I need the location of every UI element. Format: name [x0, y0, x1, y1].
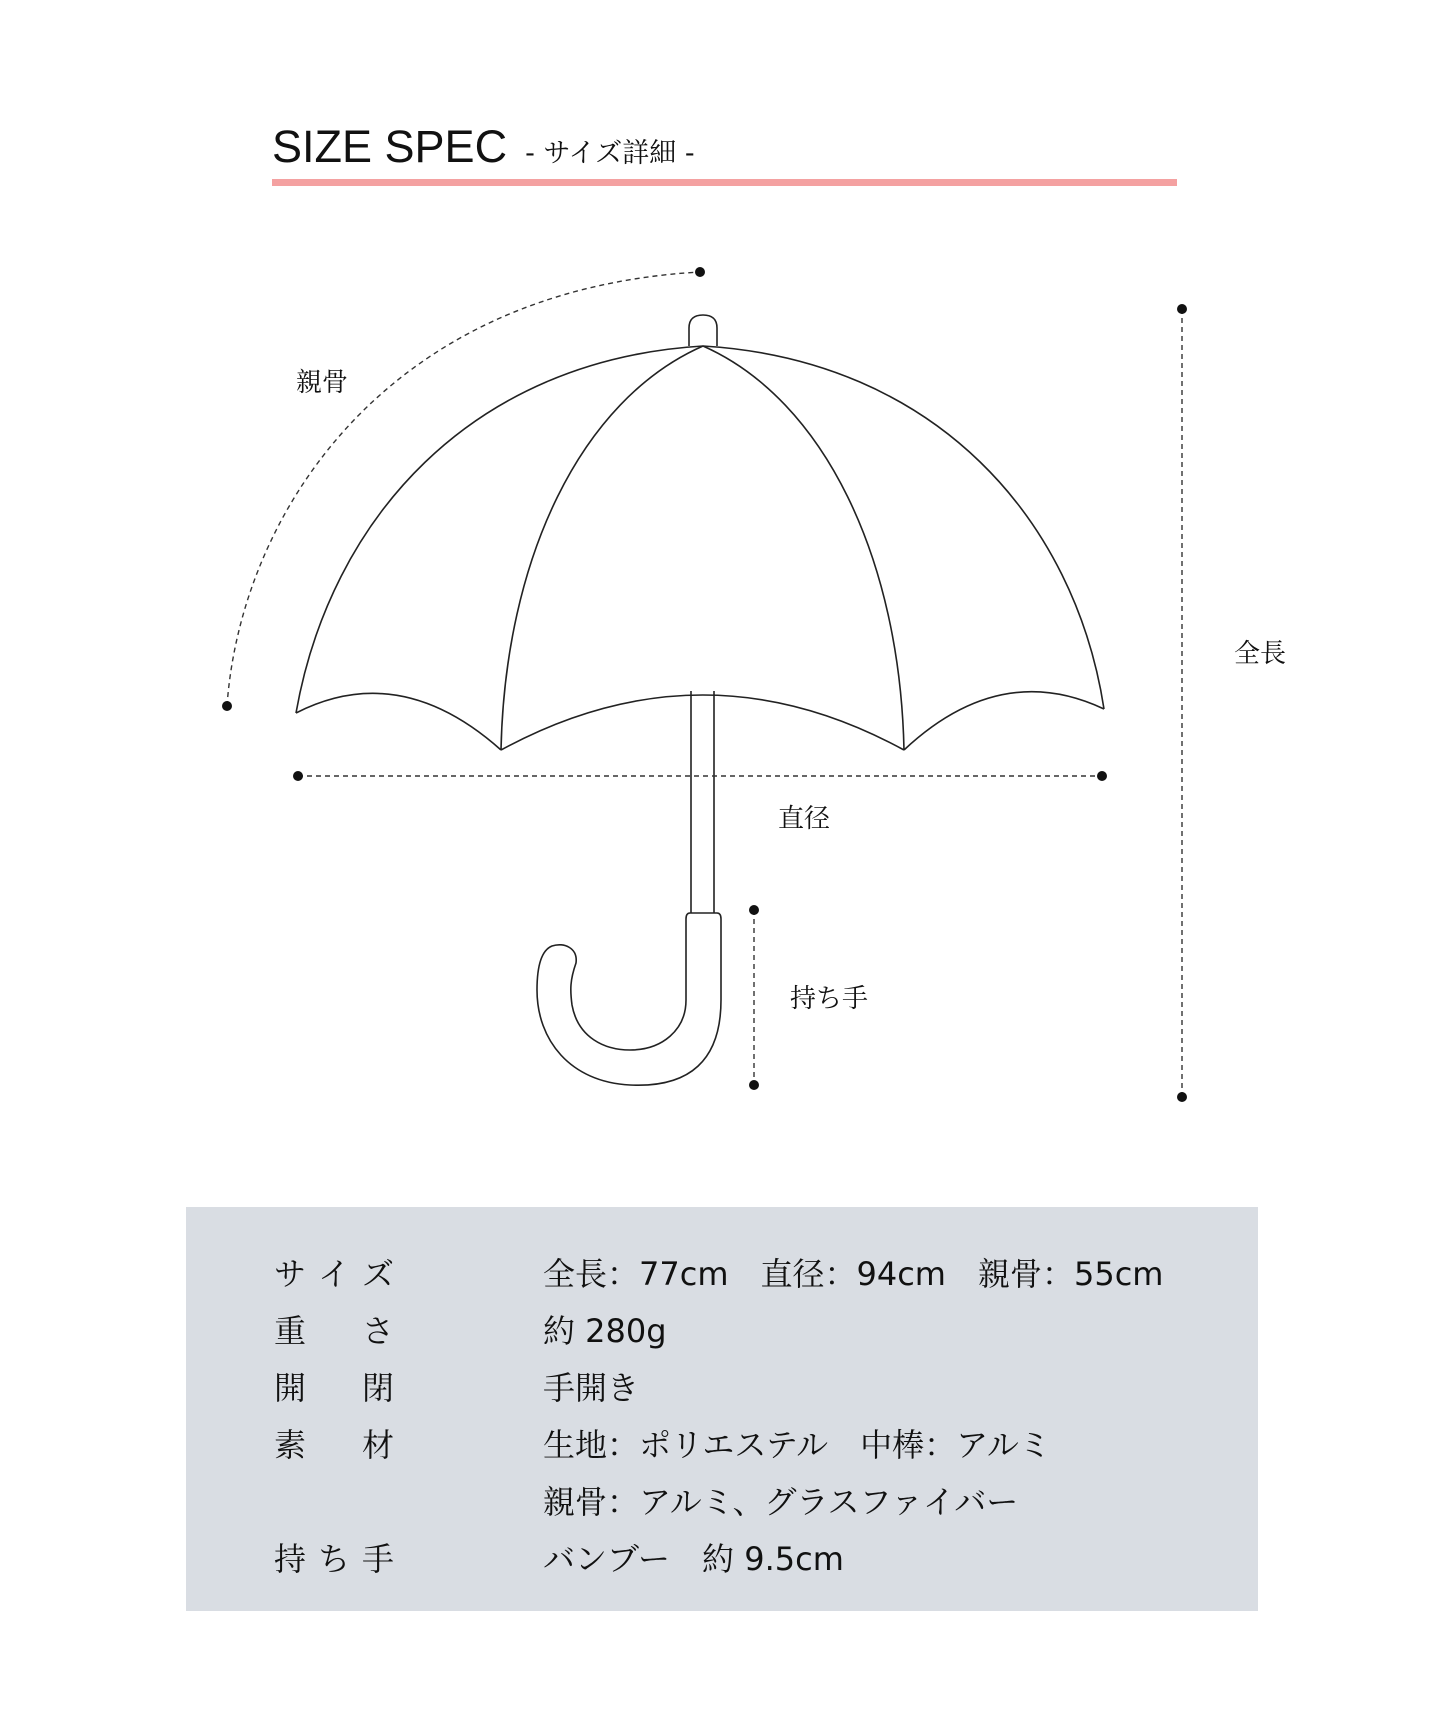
spec-value: バンブー 約 9.5cm — [543, 1540, 844, 1578]
title-subtitle: - サイズ詳細 - — [525, 138, 695, 169]
label-char: 材 — [361, 1426, 394, 1464]
spec-value: 手開き — [543, 1369, 640, 1407]
label-char: イ — [317, 1255, 350, 1293]
spec-value: 約 280g — [543, 1312, 667, 1350]
spec-value: 生地：ポリエステル 中棒：アルミ — [543, 1426, 1051, 1464]
label-char: ズ — [361, 1255, 394, 1293]
label-handle: 持ち手 — [790, 984, 869, 1014]
spec-label — [274, 1420, 394, 1466]
dimension-lines — [227, 272, 1182, 1097]
spec-value: 親骨：アルミ、グラスファイバー — [543, 1483, 1019, 1521]
umbrella-icon — [296, 315, 1104, 1085]
label-char: 重 — [274, 1312, 307, 1350]
spec-label — [274, 1534, 394, 1580]
label-rib: 親骨 — [296, 368, 349, 398]
dimension-dots — [222, 267, 1187, 1102]
label-char: 閉 — [361, 1369, 394, 1407]
label-char: 開 — [274, 1369, 307, 1407]
label-char: サ — [274, 1255, 307, 1293]
spec-value: 全長：77cm 直径：94cm 親骨：55cm — [543, 1255, 1164, 1293]
label-char: さ — [361, 1312, 394, 1350]
title-main: SIZE SPEC — [272, 121, 508, 172]
label-diameter: 直径 — [778, 804, 831, 834]
spec-panel — [186, 1207, 1258, 1611]
label-total-length: 全長 — [1234, 639, 1287, 669]
label-char: 持 — [274, 1540, 307, 1578]
spec-label — [274, 1363, 394, 1409]
spec-label — [274, 1306, 394, 1352]
label-char: 素 — [274, 1426, 307, 1464]
label-char: ち — [317, 1540, 350, 1578]
label-char: 手 — [361, 1540, 394, 1578]
spec-label — [274, 1249, 394, 1295]
